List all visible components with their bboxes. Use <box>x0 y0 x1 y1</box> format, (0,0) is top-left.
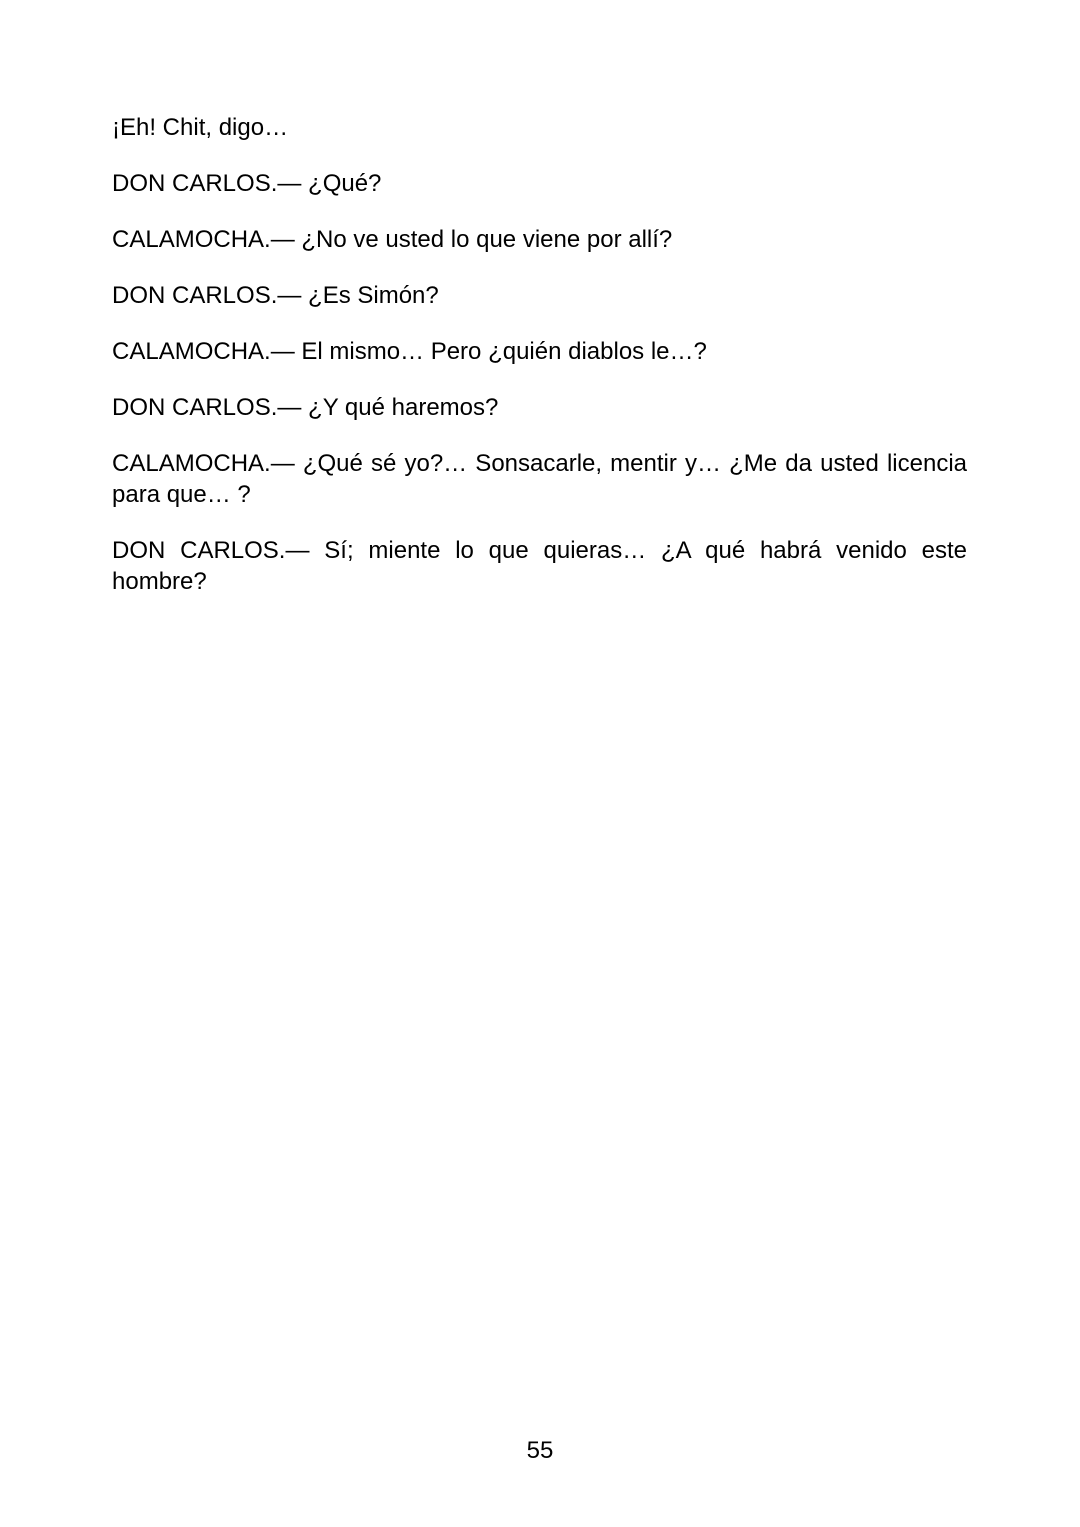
paragraph-4: DON CARLOS.— ¿Es Simón? <box>112 282 439 309</box>
paragraph-8: DON CARLOS.— Sí; miente lo que quieras… ¿A qué habrá venido este hombre? <box>112 537 967 595</box>
paragraph-2: DON CARLOS.— ¿Qué? <box>112 170 382 197</box>
paragraph-7: CALAMOCHA.— ¿Qué sé yo?… Sonsacarle, mentir y… ¿Me da usted licencia para que… ? <box>112 450 967 508</box>
page-body <box>112 112 967 622</box>
paragraph-3: CALAMOCHA.— ¿No ve usted lo que viene por allí? <box>112 226 673 253</box>
page-number: 55 <box>526 1437 554 1464</box>
paragraph-1: ¡Eh! Chit, digo… <box>112 114 289 141</box>
paragraph-6: DON CARLOS.— ¿Y qué haremos? <box>112 394 499 421</box>
paragraph-5: CALAMOCHA.— El mismo… Pero ¿quién diablos le…? <box>112 338 707 365</box>
